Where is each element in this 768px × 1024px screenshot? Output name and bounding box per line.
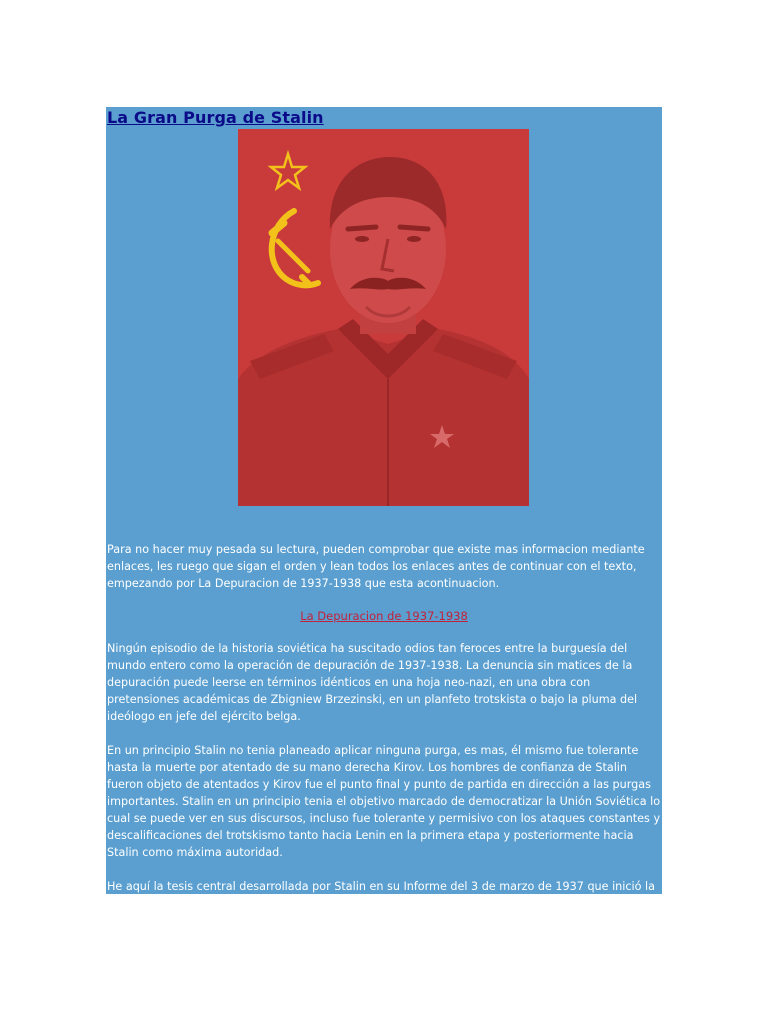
eye-right — [407, 236, 421, 242]
portrait-svg — [238, 129, 529, 506]
depuracion-link[interactable]: La Depuracion de 1937-1938 — [300, 609, 468, 623]
eye-left — [355, 236, 369, 242]
paragraph-2: En un principio Stalin no tenia planeado aplicar ninguna purga, es mas, él mismo fue tolerante hasta la muerte por atentado de su mano derecha Kirov. Los hombres de confianza de Stalin fueron objeto de atentados y Kirov fue el punto final y punto de partida en dirección a las purgas importantes. Stalin en un principio tenia el objetivo marcado de democratizar la Unión Soviética lo cual se puede ver en sus discursos, incluso fue tolerante y permisivo con los ataques constantes y descalificaciones del trotskismo tanto hacia Lenin en la primera etapa y posteriormente hacia Stalin como máxima autoridad. — [107, 744, 661, 859]
paragraph-3: He aquí la tesis central desarrollada por Stalin en su Informe del 3 de marzo de 1937 que inició la — [107, 880, 656, 893]
section-link-container — [106, 608, 662, 625]
page-title-link[interactable]: La Gran Purga de Stalin — [107, 108, 324, 127]
eyebrow-right — [400, 227, 428, 229]
eyebrow-left — [348, 227, 376, 229]
document-panel — [106, 107, 662, 894]
intro-paragraph: Para no hacer muy pesada su lectura, pueden comprobar que existe mas informacion mediante enlaces, les ruego que sigan el orden y lean todos los enlaces antes de continuar con el texto, empezando por La Depuracion de 1937-1938 que esta acontinuacion. — [107, 543, 645, 590]
stalin-portrait-image — [238, 129, 529, 506]
paragraph-1: Ningún episodio de la historia soviética ha suscitado odios tan feroces entre la burguesía del mundo entero como la operación de depuración de 1937-1938. La denuncia sin matices de la depuración puede leerse en términos idénticos en una hoja neo-nazi, en una obra con pretensiones académicas de Zbigniew Brzezinski, en un planfeto trotskista o bajo la pluma del ideólogo en jefe del ejército belga. — [107, 642, 638, 723]
